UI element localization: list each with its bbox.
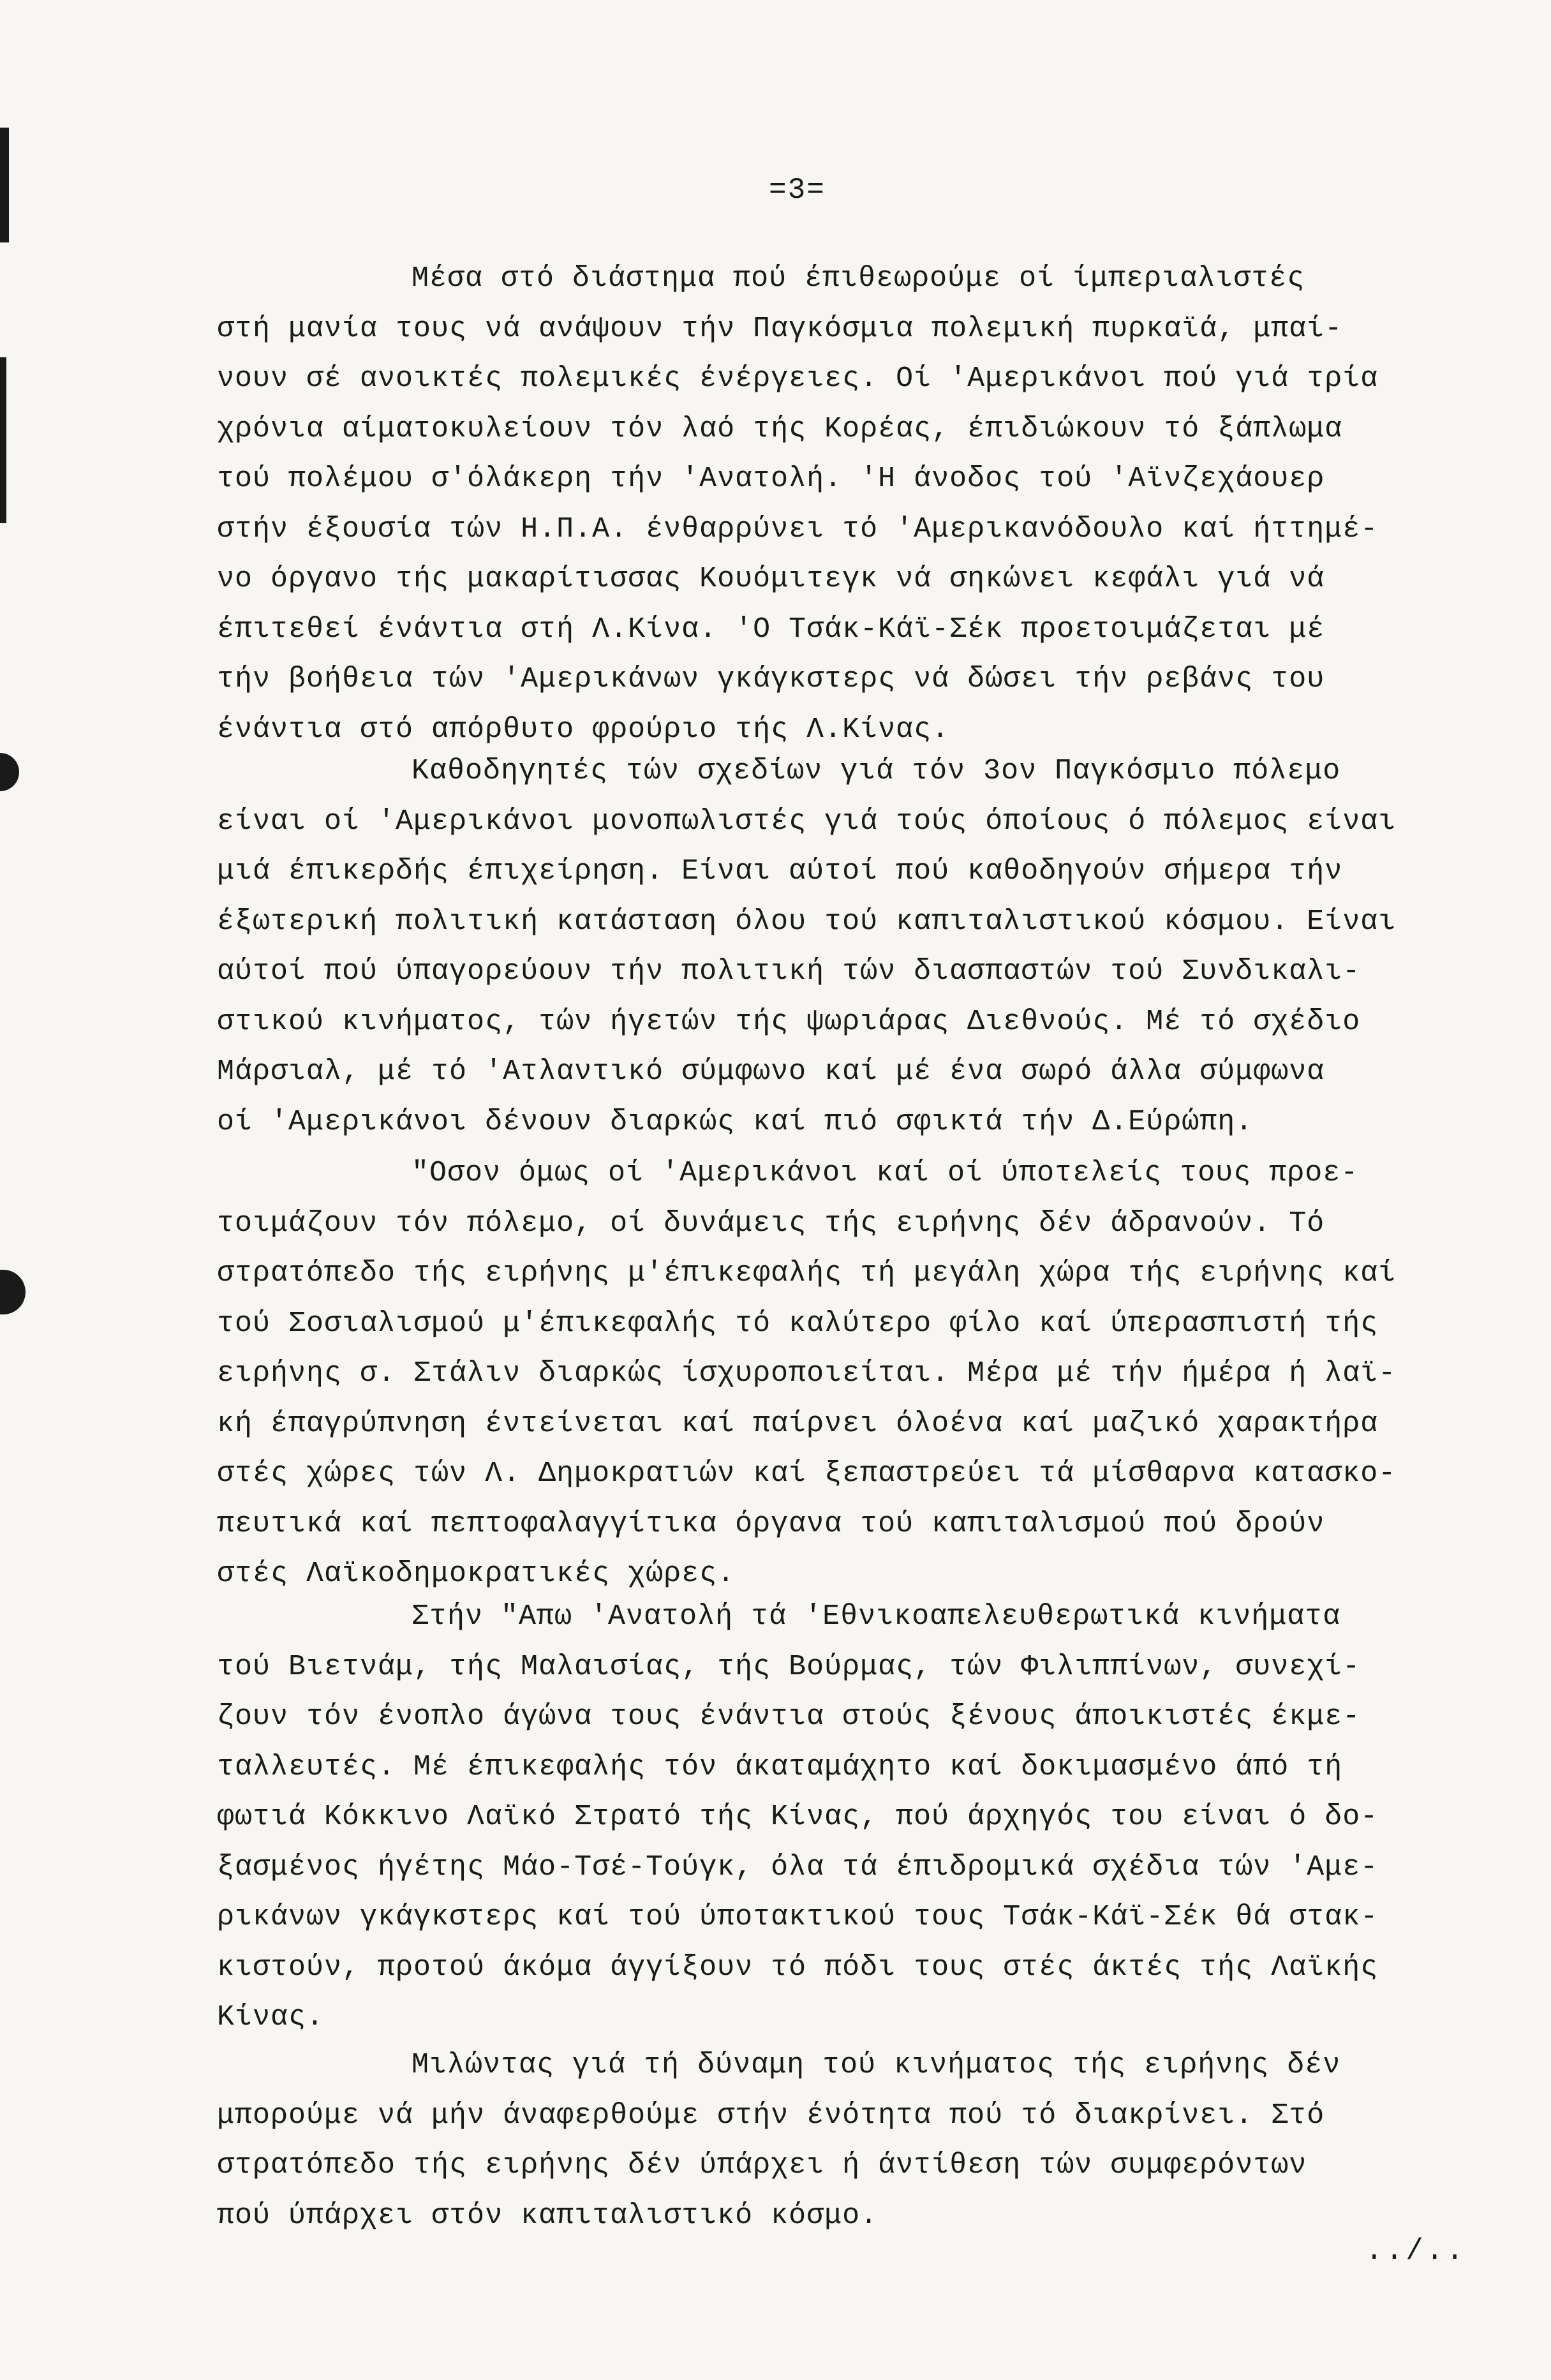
text-line: στές χώρες τών Λ. Δημοκρατιών καί ξεπαστρεύει τά μίσθαρνα κατασκο- [217, 1457, 1397, 1490]
text-line: έπιτεθεί ένάντια στή Λ.Κίνα. 'Ο Τσάκ-Κάϊ-Σέκ προετοιμάζεται μέ [217, 613, 1325, 646]
text-line: τήν βοήθεια τών 'Αμερικάνων γκάγκστερς νά δώσει τήν ρεβάνς του [217, 663, 1325, 695]
text-line: ταλλευτές. Μέ έπικεφαλής τόν άκαταμάχητο καί δοκιμασμένο άπό τή [217, 1750, 1343, 1783]
text-line: οί 'Αμερικάνοι δένουν διαρκώς καί πιό σφικτά τήν Δ.Εύρώπη. [217, 1105, 1254, 1138]
text-line: Καθοδηγητές τών σχεδίων γιά τόν 3ον Παγκόσμιο πόλεμο [412, 755, 1341, 787]
text-line: πευτικά καί πεπτοφαλαγγίτικα όργανα τού καπιταλισμού πού δρούν [217, 1507, 1325, 1540]
text-line: μιά έπικερδής έπιχείρηση. Είναι αύτοί πού καθοδηγούν σήμερα τήν [217, 855, 1343, 888]
text-line: μπορούμε νά μήν άναφερθούμε στήν ένότητα πού τό διακρίνει. Στό [217, 2099, 1325, 2132]
text-line: Μιλώντας γιά τή δύναμη τού κινήματος τής ειρήνης δέν [412, 2049, 1341, 2081]
text-line: χρόνια αίματοκυλείουν τόν λαό τής Κορέας, έπιδιώκουν τό ξάπλωμα [217, 412, 1343, 445]
text-line: στήν έξουσία τών Η.Π.Α. ένθαρρύνει τό 'Αμερικανόδουλο καί ήττημέ- [217, 512, 1379, 546]
paragraph-3 [217, 1149, 1531, 1600]
text-line: έξωτερική πολιτική κατάσταση όλου τού καπιταλιστικού κόσμου. Είναι [217, 905, 1397, 938]
text-line: αύτοί πού ύπαγορεύουν τήν πολιτική τών διασπαστών τού Συνδικαλι- [217, 955, 1361, 988]
text-line: στρατόπεδο τής ειρήνης μ'έπικεφαλής τή μεγάλη χώρα τής ειρήνης καί [217, 1257, 1397, 1290]
text-line: ζουν τόν ένοπλο άγώνα τους ένάντια στούς ξένους άποικιστές έκμε- [217, 1700, 1361, 1733]
text-line: στικού κινήματος, τών ήγετών τής ψωριάρας Διεθνούς. Μέ τό σχέδιο [217, 1005, 1361, 1038]
paragraph-2 [217, 747, 1531, 1147]
continuation-mark: ../.. [1365, 2235, 1467, 2268]
text-line: "Οσον όμως οί 'Αμερικάνοι καί οί ύποτελείς τους προε- [412, 1157, 1359, 1189]
binding-mark [0, 1270, 26, 1314]
text-line: τού Σοσιαλισμού μ'έπικεφαλής τό καλύτερο φίλο καί ύπερασπιστή τής [217, 1307, 1379, 1340]
text-line: φωτιά Κόκκινο Λαϊκό Στρατό τής Κίνας, πού άρχηγός του είναι ό δο- [217, 1801, 1379, 1833]
text-line: στή μανία τους νά ανάψουν τήν Παγκόσμια πολεμική πυρκαϊά, μπαί- [217, 312, 1343, 345]
text-line: τού πολέμου σ'όλάκερη τήν 'Ανατολή. 'Η άνοδος τού 'Αϊνζεχάουερ [217, 463, 1325, 495]
text-line: πού ύπάρχει στόν καπιταλιστικό κόσμο. [217, 2199, 879, 2232]
page-number: =3= [769, 174, 826, 207]
text-line: ένάντια στό απόρθυτο φρούριο τής Λ.Κίνας. [217, 713, 950, 746]
text-line: Μάρσιαλ, μέ τό 'Ατλαντικό σύμφωνο καί μέ ένα σωρό άλλα σύμφωνα [217, 1055, 1325, 1088]
binding-mark [0, 128, 9, 242]
text-line: νο όργανο τής μακαρίτισσας Κουόμιτεγκ νά σηκώνει κεφάλι γιά νά [217, 563, 1325, 595]
text-line: κή έπαγρύπνηση έντείνεται καί παίρνει όλοένα καί μαζικό χαρακτήρα [217, 1407, 1379, 1440]
text-line: τοιμάζουν τόν πόλεμο, οί δυνάμεις τής ειρήνης δέν άδρανούν. Τό [217, 1207, 1325, 1240]
binding-mark [0, 357, 6, 523]
text-line: ρικάνων γκάγκστερς καί τού ύποτακτικού τους Τσάκ-Κάϊ-Σέκ θά στακ- [217, 1901, 1379, 1933]
text-line: τού Βιετνάμ, τής Μαλαισίας, τής Βούρμας, τών Φιλιππίνων, συνεχί- [217, 1650, 1361, 1683]
paragraph-5 [217, 2041, 1531, 2241]
text-line: στρατόπεδο τής ειρήνης δέν ύπάρχει ή άντίθεση τών συμφερόντων [217, 2149, 1307, 2182]
text-line: είναι οί 'Αμερικάνοι μονοπωλιστές γιά τούς όποίους ό πόλεμος είναι [217, 805, 1397, 838]
text-line: Στήν "Απω 'Ανατολή τά 'Εθνικοαπελευθερωτικά κινήματα [412, 1600, 1341, 1633]
text-line: Κίνας. [217, 2001, 325, 2034]
binding-mark [0, 753, 19, 791]
paragraph-4 [217, 1592, 1531, 2043]
text-line: ξασμένος ήγέτης Μάο-Τσέ-Τούγκ, όλα τά έπιδρομικά σχέδια τών 'Αμε- [217, 1850, 1379, 1884]
text-line: νουν σέ ανοικτές πολεμικές ένέργειες. Οί 'Αμερικάνοι πού γιά τρία [217, 362, 1379, 395]
text-line: κιστούν, προτού άκόμα άγγίξουν τό πόδι τους στές άκτές τής Λαϊκής [217, 1951, 1379, 1984]
text-line: στές Λαϊκοδημοκρατικές χώρες. [217, 1558, 736, 1590]
text-line: Μέσα στό διάστημα πού έπιθεωρούμε οί ίμπεριαλιστές [412, 262, 1305, 295]
paragraph-1 [217, 254, 1531, 755]
text-line: ειρήνης σ. Στάλιν διαρκώς ίσχυροποιείται. Μέρα μέ τήν ήμέρα ή λαϊ- [217, 1357, 1397, 1390]
